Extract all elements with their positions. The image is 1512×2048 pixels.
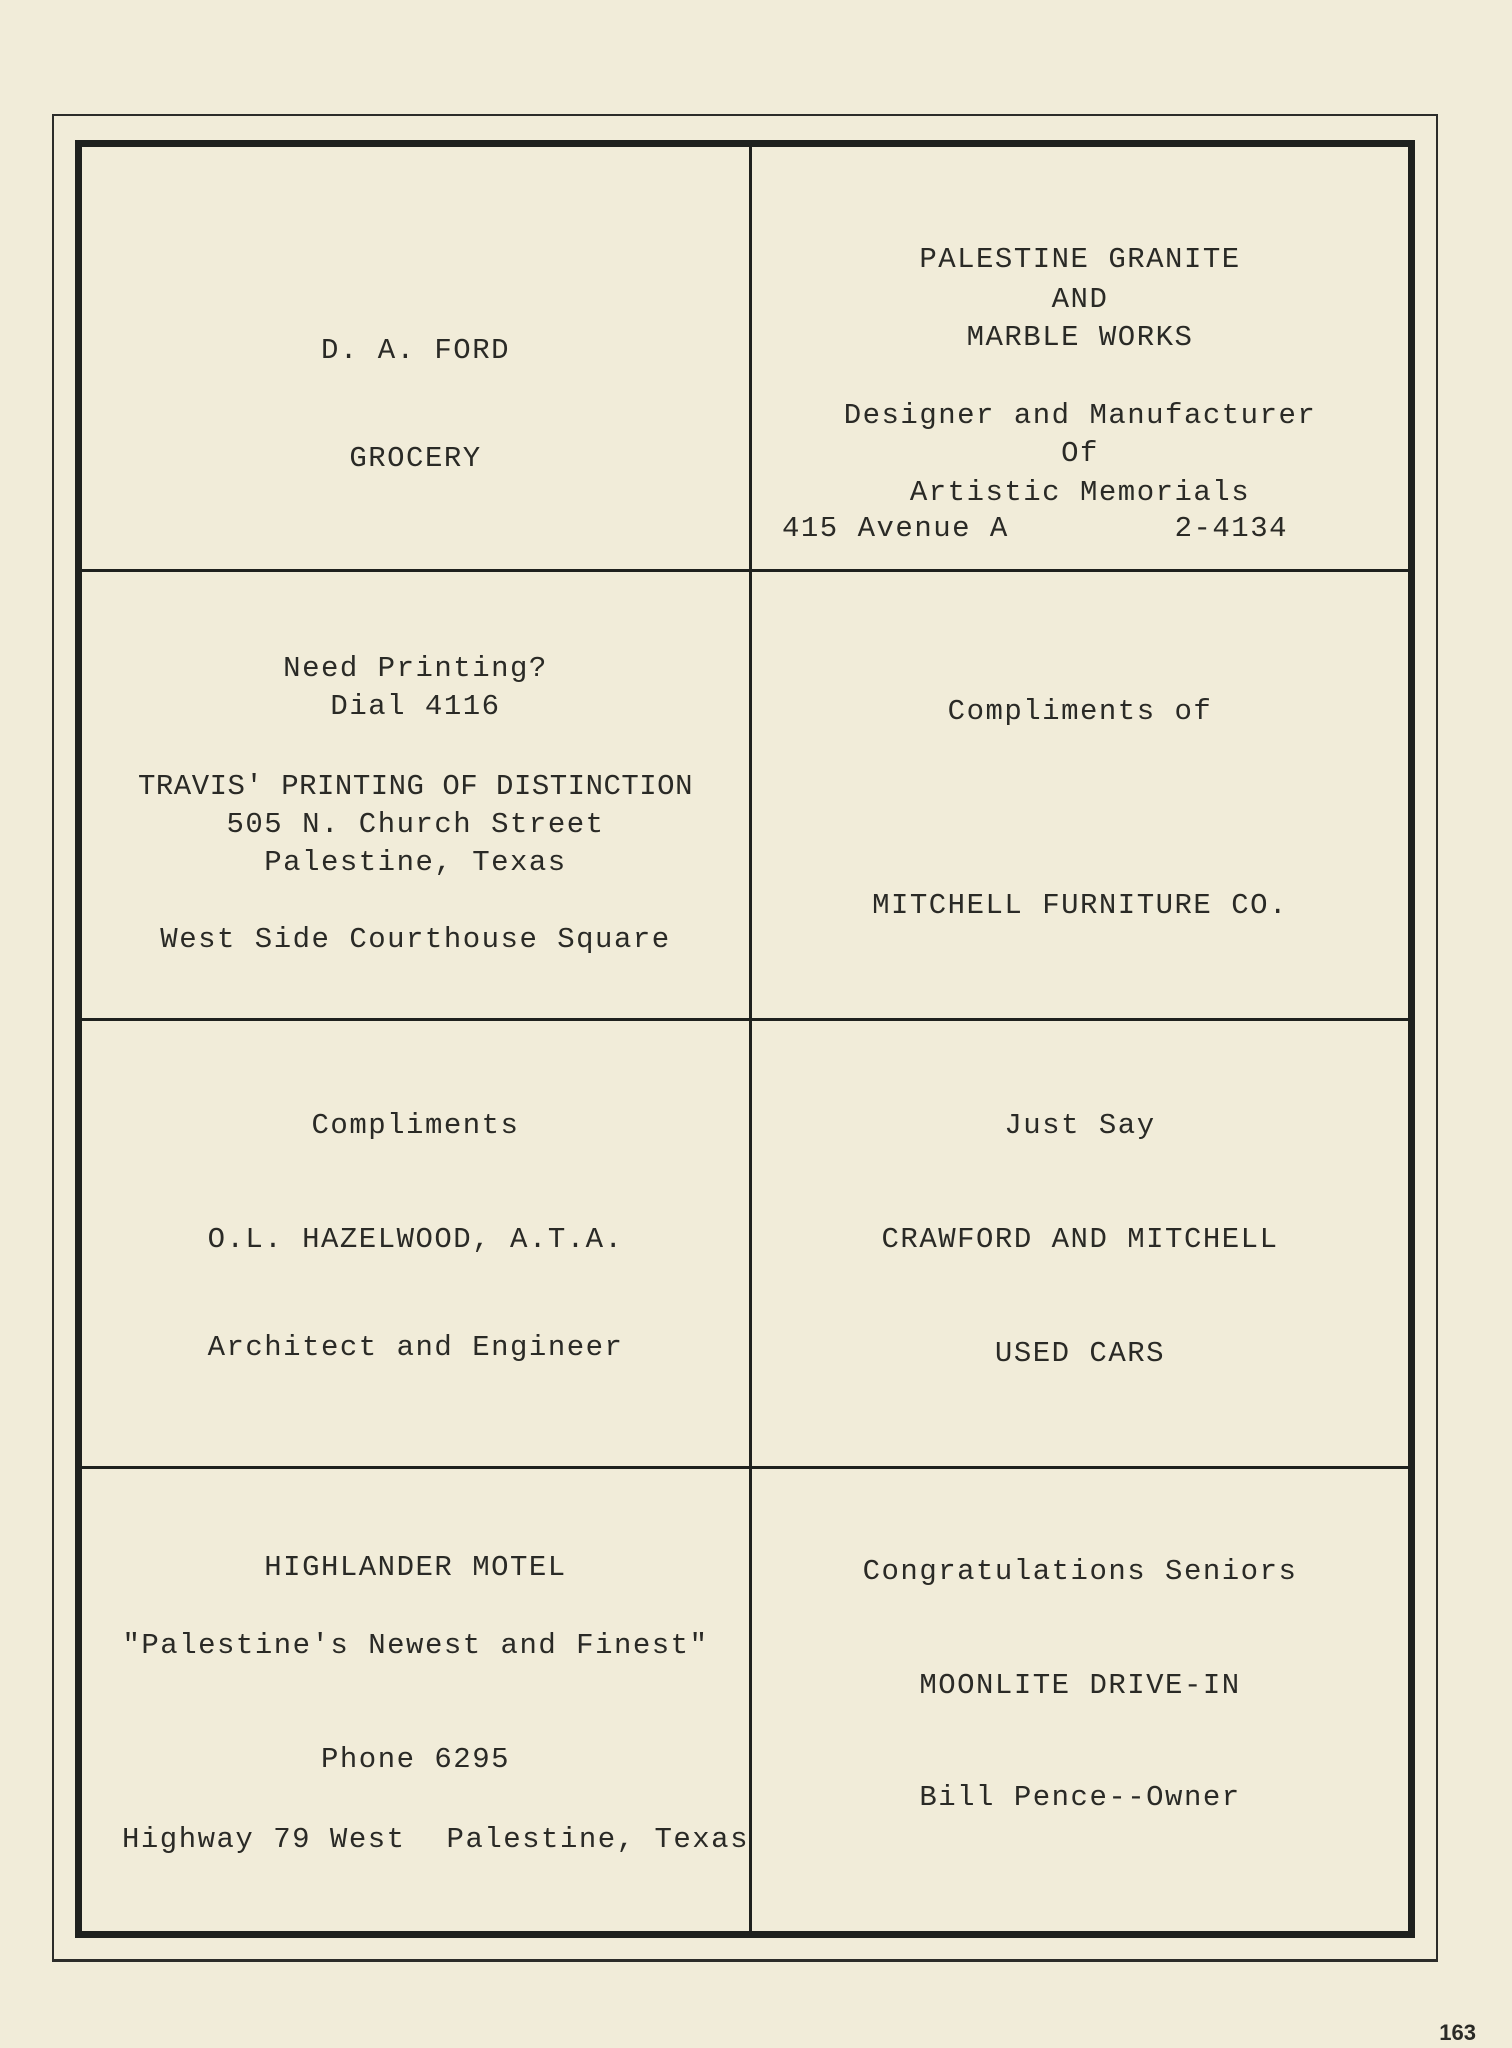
ad-address: 415 Avenue A	[782, 512, 1009, 545]
ad-line: Phone 6295	[320, 1743, 511, 1776]
ad-crawford-mitchell	[752, 1021, 1408, 1469]
ad-address-row	[82, 1823, 749, 1856]
ad-line: HIGHLANDER MOTEL	[264, 1551, 567, 1584]
ad-address: Highway 79 West	[122, 1823, 406, 1856]
ad-line: Just Say	[1004, 1109, 1156, 1142]
ad-line: Compliments	[311, 1109, 520, 1142]
ad-line: Compliments of	[947, 695, 1213, 728]
ad-address-row	[752, 512, 1408, 545]
ad-line: 505 N. Church Street	[226, 808, 605, 841]
ad-line: USED CARS	[994, 1337, 1166, 1370]
ad-line: Bill Pence--Owner	[919, 1781, 1241, 1814]
ad-line: MARBLE WORKS	[966, 321, 1194, 354]
ad-line: D. A. FORD	[320, 334, 511, 367]
ad-grid	[75, 140, 1415, 1938]
ad-line: Designer and Manufacturer	[843, 399, 1317, 432]
ad-line: AND	[1051, 283, 1109, 316]
ad-line: "Palestine's Newest and Finest"	[122, 1629, 709, 1662]
ad-line: CRAWFORD AND MITCHELL	[881, 1223, 1279, 1256]
ad-highlander-motel	[82, 1469, 752, 1931]
ad-line: Architect and Engineer	[207, 1331, 624, 1364]
ad-moonlite-drive-in	[752, 1469, 1408, 1931]
ad-line: O.L. HAZELWOOD, A.T.A.	[207, 1223, 624, 1256]
ad-ford-grocery	[82, 147, 752, 572]
ad-line: MITCHELL FURNITURE CO.	[872, 889, 1288, 922]
page-number: 163	[1439, 2020, 1476, 2045]
ad-line: MOONLITE DRIVE-IN	[919, 1669, 1241, 1702]
ad-hazelwood	[82, 1021, 752, 1469]
ad-line: Congratulations Seniors	[862, 1555, 1298, 1588]
ad-palestine-granite	[752, 147, 1408, 572]
ad-mitchell-furniture	[752, 572, 1408, 1021]
ad-line: Of	[1061, 437, 1099, 470]
ad-travis-printing	[82, 572, 752, 1021]
ad-line: Artistic Memorials	[909, 476, 1251, 509]
ad-line: West Side Courthouse Square	[160, 923, 671, 956]
ad-line: Need Printing?	[283, 652, 548, 685]
ad-city: Palestine, Texas	[446, 1823, 749, 1856]
ad-line: Palestine, Texas	[264, 846, 567, 879]
ad-line: Dial 4116	[330, 690, 501, 723]
ad-phone: 2-4134	[1174, 512, 1288, 545]
ad-line: PALESTINE GRANITE	[919, 243, 1241, 276]
ad-line: GROCERY	[349, 442, 482, 475]
ad-line: TRAVIS' PRINTING OF DISTINCTION	[138, 770, 693, 803]
